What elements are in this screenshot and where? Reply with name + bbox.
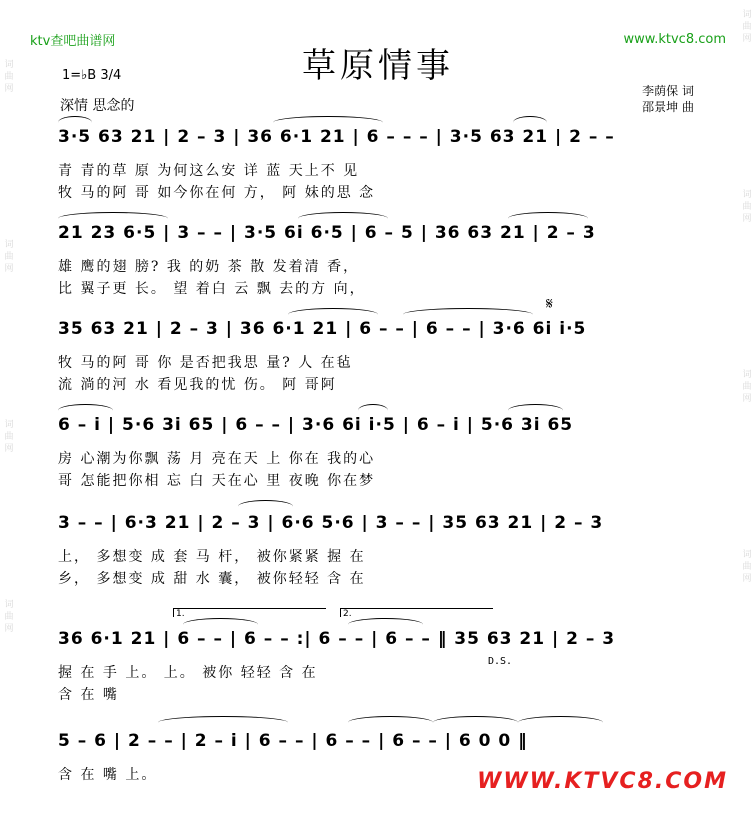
side-char: 网 [742,214,752,224]
side-char: 网 [742,394,752,404]
lyric-verse-2: 乡， 多想变 成 甜 水 囊， 被你轻轻 含 在 [58,571,366,587]
song-title: 草原情事 [302,46,454,86]
side-char: 曲 [742,202,752,212]
side-char: 网 [742,574,752,584]
composer-credit: 邵景坤 曲 [642,100,694,114]
lyric-verse-1: 上， 多想变 成 套 马 杆， 被你紧紧 握 在 [58,549,366,565]
side-char: 词 [742,550,752,560]
score-row-7 [58,728,698,783]
side-char: 词 [742,10,752,20]
score-row-3 [58,294,698,393]
lyric-verse-2: 流 淌的河 水 看见我的忧 伤。 阿 哥阿 [58,377,337,393]
lyric-verse-1: 青 青的草 原 为何这么安 详 蓝 天上不 见 [58,163,360,179]
side-char: 网 [4,444,14,454]
site-url-right[interactable]: www.ktvc8.com [623,32,726,47]
lyric-verse-1: 握 在 手 上。 上。 被你 轻轻 含 在 [58,665,318,681]
side-char: 词 [4,240,14,250]
score-row-2 [58,220,698,297]
side-char: 曲 [742,22,752,32]
notation-line: 3 – – | 6·3 21 | 2 – 3 | 6·6 5·6 | 3 – – | 35 63 21 | 2 – 3 [58,513,604,533]
side-char: 网 [742,34,752,44]
lyric-verse-1: 牧 马的阿 哥 你 是否把我思 量? 人 在毡 [58,355,353,371]
lyric-verse-2: 比 翼子更 长。 望 着白 云 飘 去的方 向， [58,281,366,297]
side-char: 词 [742,190,752,200]
side-char: 曲 [4,252,14,262]
side-char: 词 [4,420,14,430]
score-row-5 [58,510,698,587]
score-row-1 [58,124,698,201]
lyricist-credit: 李荫保 词 [642,84,694,98]
notation-line: 35 63 21 | 2 – 3 | 36 6·1 21 | 6 – – | 6 – – | 3·6 6i i·5 [58,319,587,339]
side-char: 曲 [4,612,14,622]
side-char: 词 [4,600,14,610]
side-char: 词 [742,370,752,380]
side-char: 网 [4,264,14,274]
volta-1: 1. [173,608,326,617]
notation-line: 21 23 6·5 | 3 – – | 3·5 6i 6·5 | 6 – 5 | 36 63 21 | 2 – 3 [58,223,596,243]
site-name-left[interactable]: ktv查吧曲谱网 [30,34,116,49]
score-row-6 [58,609,698,703]
left-side-watermark [2,0,16,824]
key-signature: 1=♭B 3/4 [62,68,122,83]
lyric-verse-1: 含 在 嘴 上。 [58,767,158,783]
side-char: 网 [4,84,14,94]
lyric-verse-2: 牧 马的阿 哥 如今你在何 方， 阿 妹的思 念 [58,185,376,201]
side-char: 词 [4,60,14,70]
side-char: 曲 [4,432,14,442]
side-char: 曲 [4,72,14,82]
notation-line: 5 – 6 | 2 – – | 2 – i | 6 – – | 6 – – | 6 – – | 6 0 0 ‖ [58,731,528,751]
lyric-verse-2: 哥 怎能把你相 忘 白 天在心 里 夜晚 你在梦 [58,473,376,489]
dal-segno-mark: D.S. [488,656,513,667]
side-char: 网 [4,624,14,634]
notation-line: 3·5 63 21 | 2 – 3 | 36 6·1 21 | 6 – – – | 3·5 63 21 | 2 – – [58,127,615,147]
expression-mark: 深情 思念的 [60,98,135,114]
notation-line: 36 6·1 21 | 6 – – | 6 – – :| 6 – – | 6 – – ‖ 35 63 21 | 2 – 3 [58,629,616,649]
score-row-4 [58,412,698,489]
right-side-watermark [740,0,754,824]
lyric-verse-1: 雄 鹰的翅 膀? 我 的奶 茶 散 发着清 香， [58,259,360,275]
site-watermark: WWW.KTVC8.COM [477,769,728,794]
side-char: 曲 [742,562,752,572]
segno-icon: 𝄋 [546,294,553,313]
lyric-verse-2: 含 在 嘴 [58,687,119,703]
notation-line: 6 – i | 5·6 3i 65 | 6 – – | 3·6 6i i·5 | 6 – i | 5·6 3i 65 [58,415,574,435]
side-char: 曲 [742,382,752,392]
volta-2: 2. [340,608,493,617]
lyric-verse-1: 房 心潮为你飘 荡 月 亮在天 上 你在 我的心 [58,451,376,467]
